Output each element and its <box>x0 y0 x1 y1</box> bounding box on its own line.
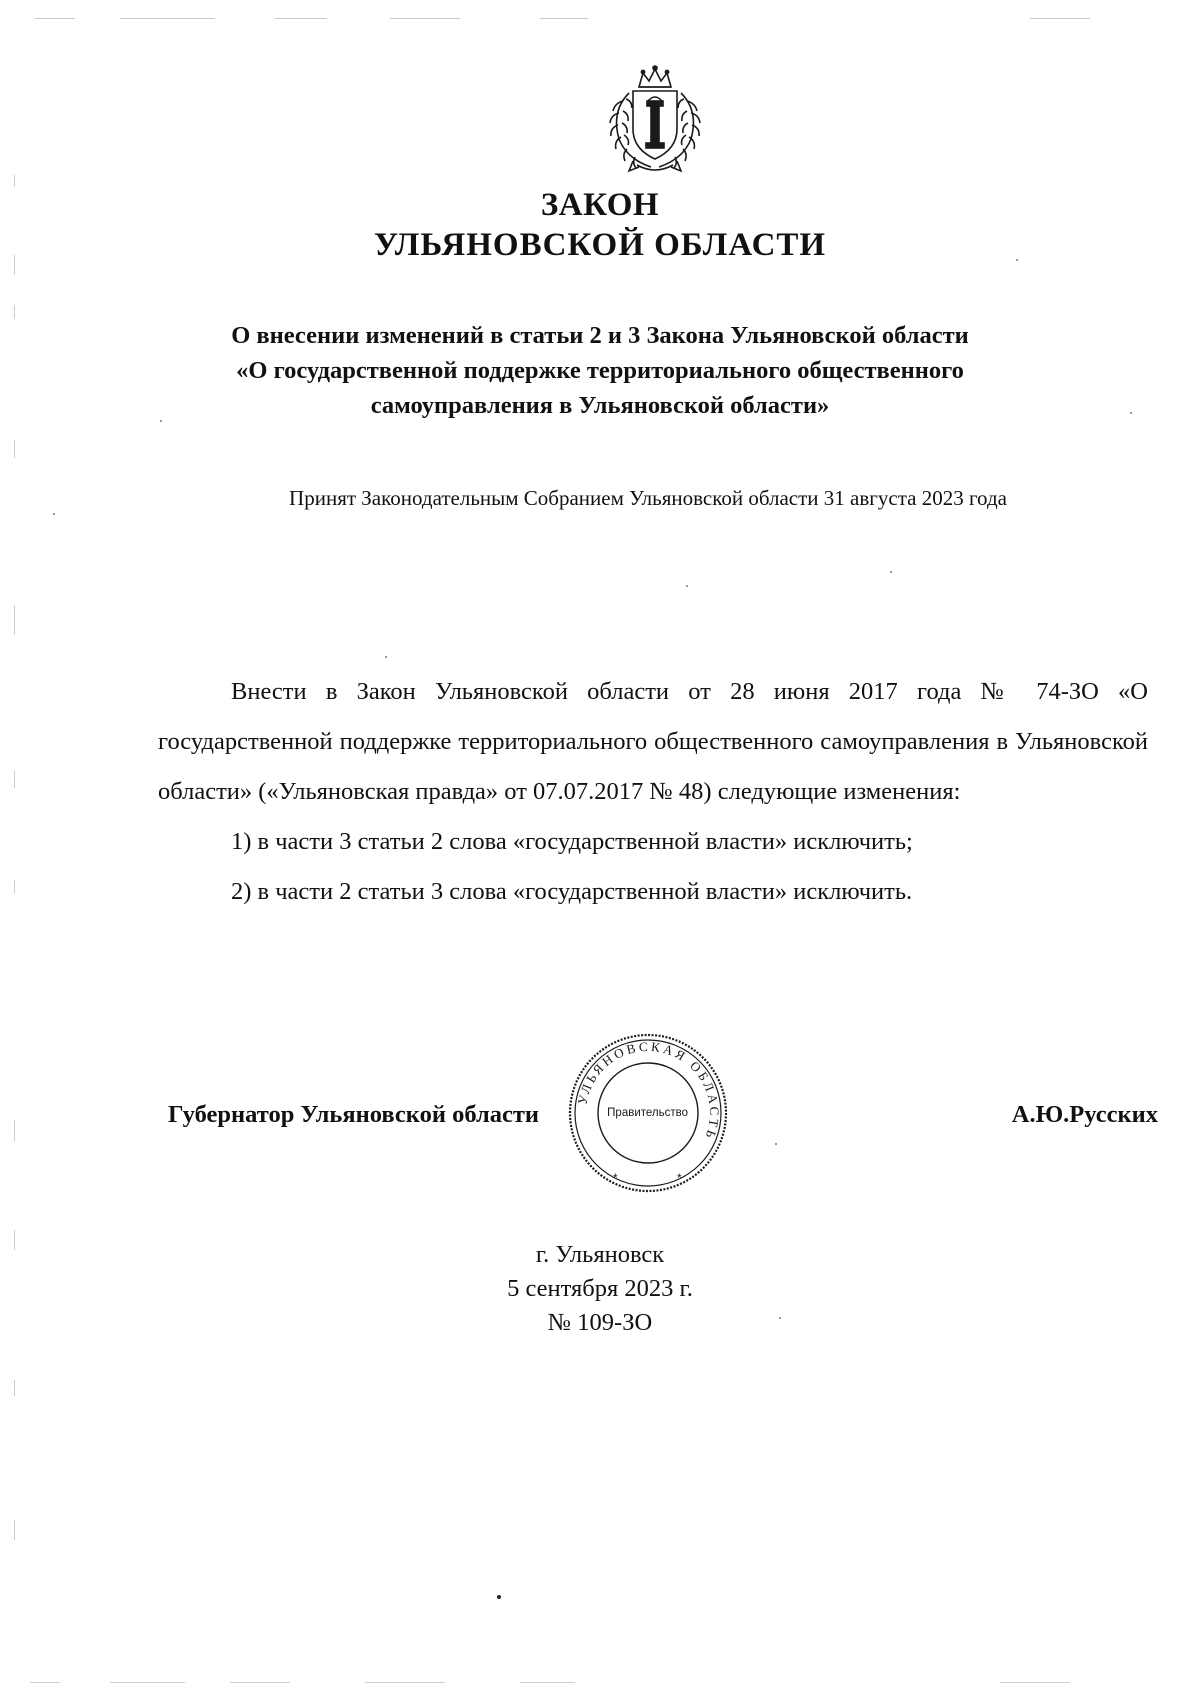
scan-edge-bottom <box>0 1682 1200 1684</box>
scan-speck <box>686 585 688 587</box>
law-subject-line-3: самоуправления в Ульяновской области» <box>370 392 830 419</box>
law-subject-line-1: О внесении изменений в статьи 2 и 3 Закона Ульяновской области <box>231 322 969 349</box>
signatory-position: Губернатор Ульяновской области <box>168 1101 539 1128</box>
svg-text:*: * <box>613 1171 618 1185</box>
place-of-signing: г. Ульяновск <box>535 1241 665 1268</box>
document-footer <box>450 1238 750 1340</box>
scan-speck <box>497 1595 501 1599</box>
official-seal-stamp <box>565 1030 731 1196</box>
law-body-intro: Внести в Закон Ульяновской области от 28 июня 2017 года № 74-ЗО «О государственной поддержке территориального общественного самоуправления в Ульяновской области» («Ульяновская правда» от 07.07.2017 № 48) следующие изменения: <box>158 678 1148 805</box>
coat-of-arms-icon <box>593 65 717 175</box>
law-subject-line-2: «О государственной поддержке территориального общественного <box>236 357 964 384</box>
scan-speck <box>385 656 387 658</box>
law-number: № 109-ЗО <box>547 1309 653 1336</box>
scan-speck <box>890 571 892 573</box>
scan-edge-top <box>0 18 1200 20</box>
law-body-item-1: 1) в части 3 статьи 2 слова «государственной власти» исключить; <box>231 828 913 855</box>
law-body-item-2: 2) в части 2 статьи 3 слова «государственной власти» исключить. <box>231 878 913 905</box>
svg-text:*: * <box>677 1171 682 1185</box>
scan-speck <box>1130 412 1132 414</box>
law-subject <box>150 318 1050 423</box>
signatory-name: А.Ю.Русских <box>1011 1101 1158 1128</box>
signing-date: 5 сентября 2023 г. <box>507 1275 693 1302</box>
scan-speck <box>779 1317 781 1319</box>
scan-speck <box>775 1143 777 1145</box>
law-title <box>0 185 1200 265</box>
svg-text:Правительство: Правительство <box>607 1107 688 1119</box>
svg-text:УЛЬЯНОВСКАЯ ОБЛАСТЬ: УЛЬЯНОВСКАЯ ОБЛАСТЬ <box>574 1038 723 1143</box>
law-title-line-1: ЗАКОН <box>540 187 660 223</box>
law-body <box>158 667 1148 917</box>
adoption-note: Принят Законодательным Собранием Ульяновской области 31 августа 2023 года <box>289 486 1007 510</box>
scan-speck <box>53 513 55 515</box>
law-title-line-2: УЛЬЯНОВСКОЙ ОБЛАСТИ <box>373 227 827 263</box>
